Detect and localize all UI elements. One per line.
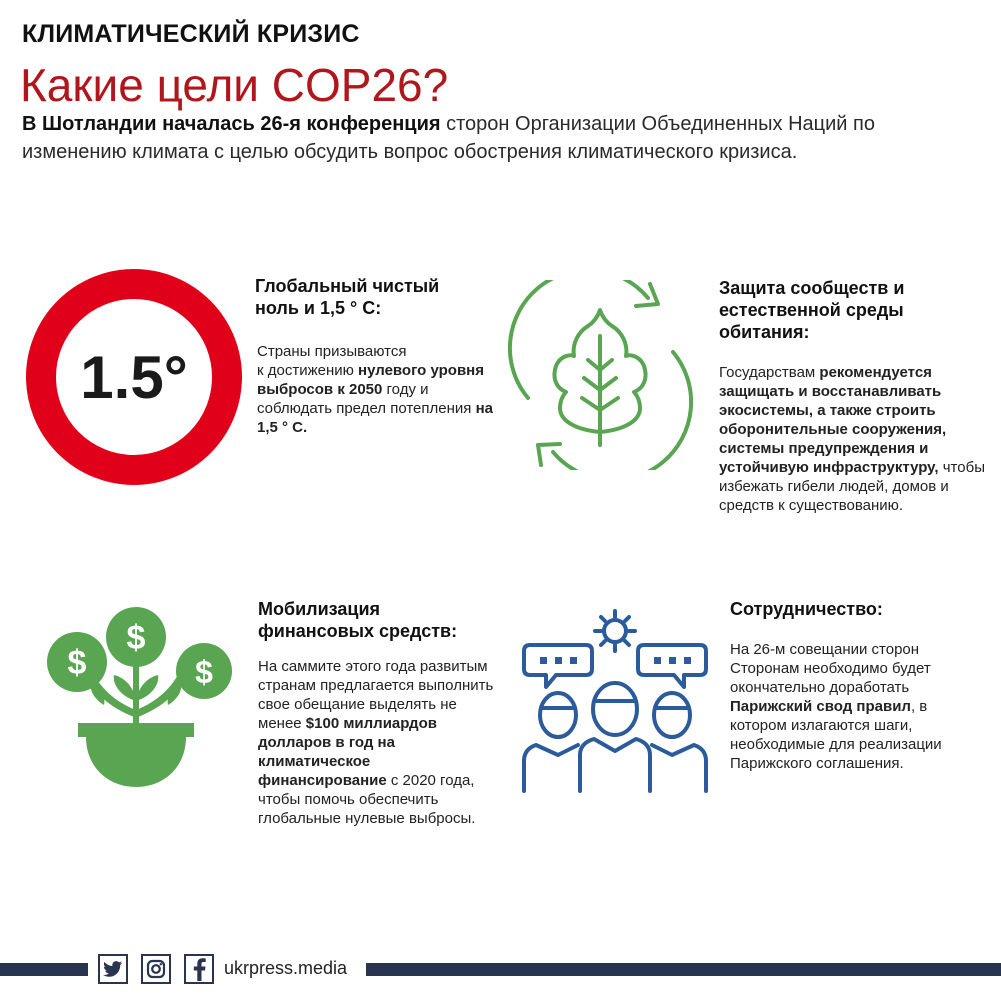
net-zero-bold-1: нулевого уровня выбросов к 2050 [257, 362, 484, 398]
net-zero-text-1: Страны призываются [257, 343, 407, 360]
cooperation-title: Сотрудничество: [730, 599, 883, 619]
cooperation-body [730, 640, 975, 773]
net-zero-bold-2: на 1,5 ° C. [257, 400, 493, 436]
facebook-button[interactable] [184, 954, 214, 984]
twitter-button[interactable] [98, 954, 128, 984]
finance-bold-1: $100 миллиардов долларов в год на климатическое финансирование [258, 715, 437, 789]
instagram-icon [146, 959, 166, 979]
net-zero-text-2: к достижению [257, 362, 359, 379]
money-plant-icon [44, 605, 236, 800]
intro-paragraph [22, 110, 982, 166]
kicker-heading: КЛИМАТИЧЕСКИЙ КРИЗИС [22, 20, 360, 48]
net-zero-title: Глобальный чистый ноль и 1,5 ° C: [255, 276, 440, 318]
twitter-icon [103, 960, 123, 978]
instagram-button[interactable] [141, 954, 171, 984]
protect-body [719, 363, 999, 515]
intro-bold: В Шотландии началась 26-я конференция [22, 113, 441, 135]
cooperation-bold-1: Парижский свод правил [730, 698, 911, 715]
protect-text-2: чтобы избежать гибели людей, домов и средств к существованию. [719, 459, 985, 514]
finance-text-1: На саммите этого года развитым странам предлагается выполнить свое обещание выделять не менее [258, 658, 494, 732]
team-cooperation-icon [518, 605, 713, 795]
net-zero-text-3: году и соблюдать предел потепления [257, 381, 476, 417]
cooperation-text-2: , в котором излагаются шаги, необходимые для реализации Парижского соглашения. [730, 698, 942, 772]
speed-limit-sign-icon [25, 268, 243, 486]
sign-text: 1.5° [80, 344, 188, 411]
finance-title: Мобилизация финансовых средств: [258, 599, 458, 641]
footer-line-left [0, 963, 88, 976]
intro-rest: сторон Организации Объединенных Наций по изменению климата с целью обсудить вопрос обострения климатического кризиса. [22, 113, 875, 163]
brand-link[interactable]: ukrpress.media [224, 958, 348, 978]
facebook-icon [191, 957, 207, 981]
svg-text:$: $ [195, 654, 213, 690]
protect-text-1: Государствам [719, 364, 820, 381]
footer-line-right [366, 963, 1001, 976]
page-title: Какие цели COP26? [20, 59, 449, 111]
svg-text:$: $ [126, 619, 146, 657]
finance-text-2: с 2020 года, чтобы помочь обеспечить глобальные нулевые выбросы. [258, 772, 476, 827]
finance-body [258, 657, 503, 828]
leaf-cycle-icon [508, 280, 693, 470]
protect-bold-1: рекомендуется защищать и восстанавливать экосистемы, а также строить оборонительные сооружения, системы предупреждения и устойчивую инфраструктуру, [719, 364, 947, 476]
cooperation-text-1: На 26-м совещании сторон Сторонам необходимо будет окончательно доработать [730, 641, 931, 696]
protect-title: Защита сообществ и естественной среды обитания: [719, 278, 905, 342]
svg-text:$: $ [67, 644, 87, 682]
net-zero-body [257, 342, 502, 437]
